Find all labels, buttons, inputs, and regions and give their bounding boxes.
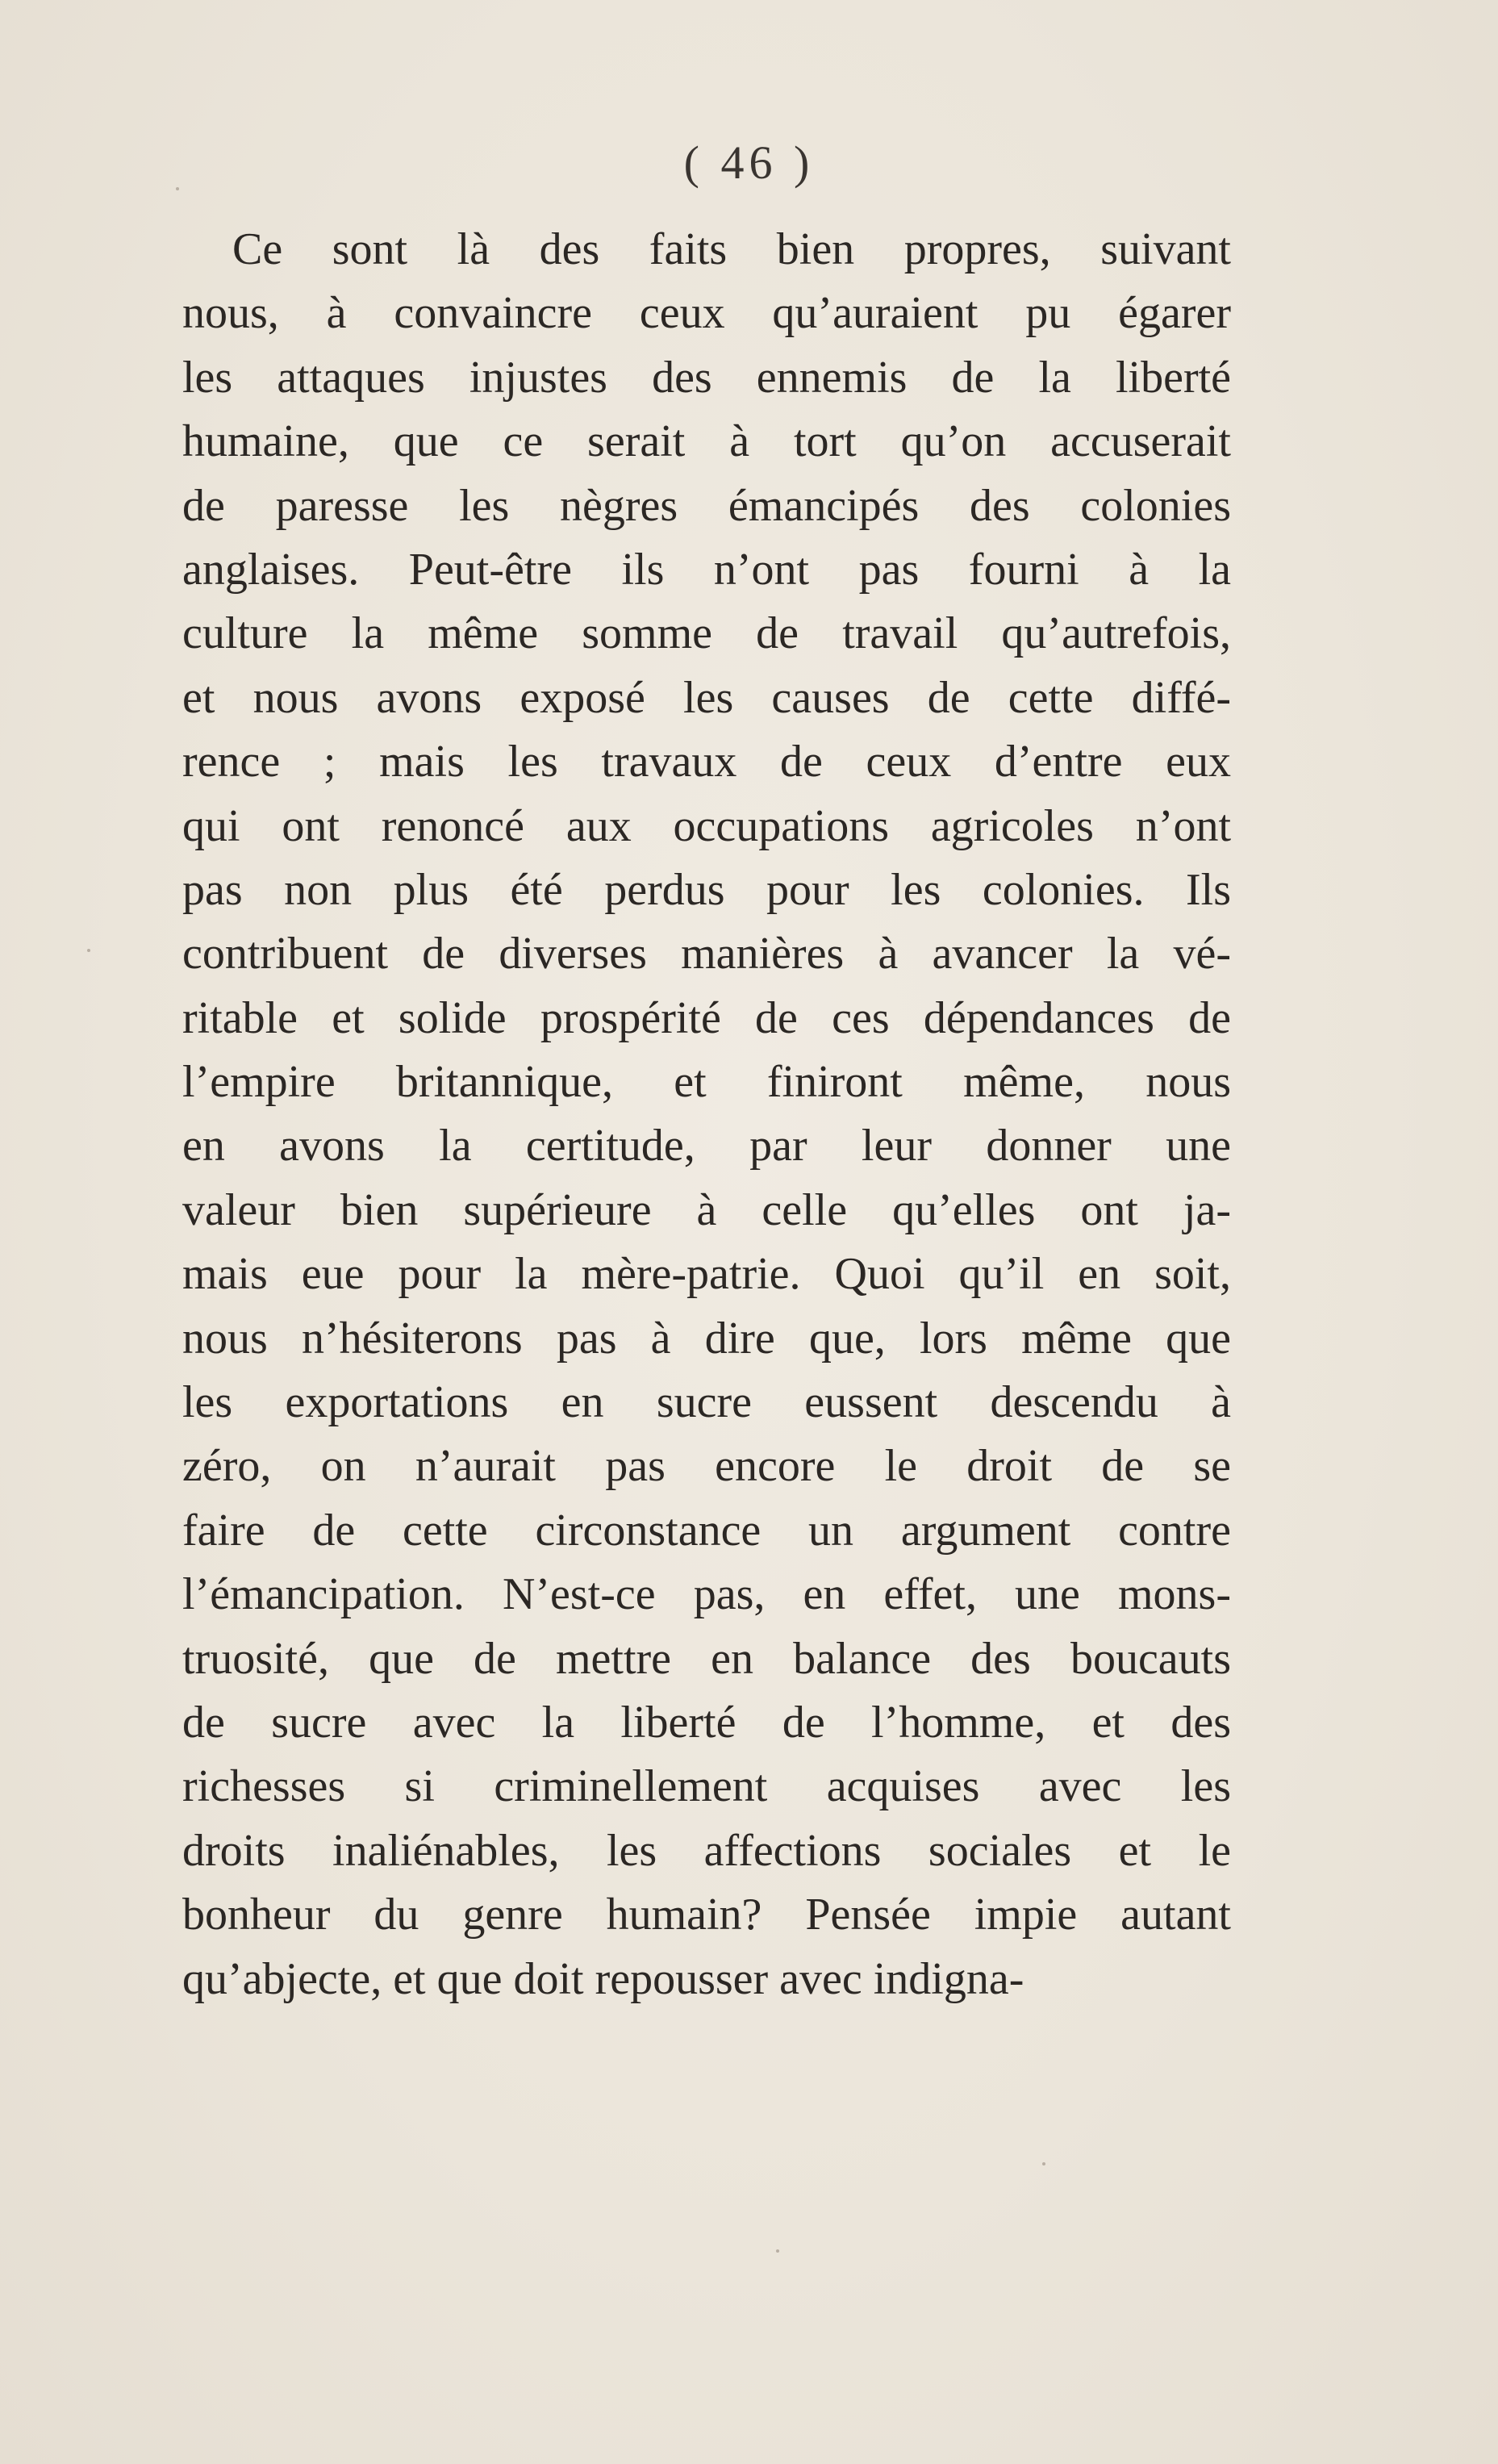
page-number: ( 46 ) bbox=[683, 136, 815, 189]
text-line: droits inaliénables, les affections sociales et le bbox=[182, 1825, 1231, 1876]
text-line: et nous avons exposé les causes de cette diffé- bbox=[182, 672, 1231, 723]
text-line: nous n’hésiterons pas à dire que, lors même que bbox=[182, 1313, 1231, 1364]
text-line: richesses si criminellement acquises avec les bbox=[182, 1761, 1231, 1812]
text-line: humaine, que ce serait à tort qu’on accuserait bbox=[182, 416, 1231, 467]
text-line: les attaques injustes des ennemis de la liberté bbox=[182, 352, 1231, 403]
text-line: valeur bien supérieure à celle qu’elles ont ja- bbox=[182, 1184, 1231, 1235]
text-line: truosité, que de mettre en balance des boucauts bbox=[182, 1633, 1231, 1684]
text-line: contribuent de diverses manières à avancer la vé- bbox=[182, 929, 1231, 979]
body-text bbox=[182, 218, 1231, 2011]
text-line: faire de cette circonstance un argument contre bbox=[182, 1505, 1231, 1556]
text-line: les exportations en sucre eussent descendu à bbox=[182, 1377, 1231, 1428]
text-line: l’émancipation. N’est-ce pas, en effet, une mons- bbox=[182, 1569, 1231, 1620]
text-line: Ce sont là des faits bien propres, suivant bbox=[232, 224, 1231, 274]
text-line: qui ont renoncé aux occupations agricoles n’ont bbox=[182, 800, 1231, 851]
text-line: zéro, on n’aurait pas encore le droit de se bbox=[182, 1441, 1231, 1492]
text-line: culture la même somme de travail qu’autrefois, bbox=[182, 608, 1231, 659]
text-line: pas non plus été perdus pour les colonies. Ils bbox=[182, 864, 1231, 915]
text-line: ritable et solide prospérité de ces dépendances de bbox=[182, 992, 1231, 1043]
text-line: en avons la certitude, par leur donner une bbox=[182, 1121, 1231, 1171]
paper-speck bbox=[87, 949, 90, 952]
text-line: de paresse les nègres émancipés des colonies bbox=[182, 480, 1231, 531]
paper-speck bbox=[776, 2249, 779, 2253]
paper-speck bbox=[1042, 2162, 1045, 2165]
paper-speck bbox=[176, 187, 179, 190]
text-line: anglaises. Peut-être ils n’ont pas fourni à la bbox=[182, 544, 1231, 595]
text-line: bonheur du genre humain? Pensée impie autant bbox=[182, 1890, 1231, 1940]
text-line: mais eue pour la mère-patrie. Quoi qu’il en soit, bbox=[182, 1249, 1231, 1300]
text-line: qu’abjecte, et que doit repousser avec indigna- bbox=[182, 1953, 1024, 2004]
text-line: l’empire britannique, et finiront même, nous bbox=[182, 1057, 1231, 1108]
text-line: nous, à convaincre ceux qu’auraient pu égarer bbox=[182, 288, 1231, 339]
text-line: de sucre avec la liberté de l’homme, et des bbox=[182, 1697, 1231, 1748]
text-line: rence ; mais les travaux de ceux d’entre eux bbox=[182, 737, 1231, 787]
